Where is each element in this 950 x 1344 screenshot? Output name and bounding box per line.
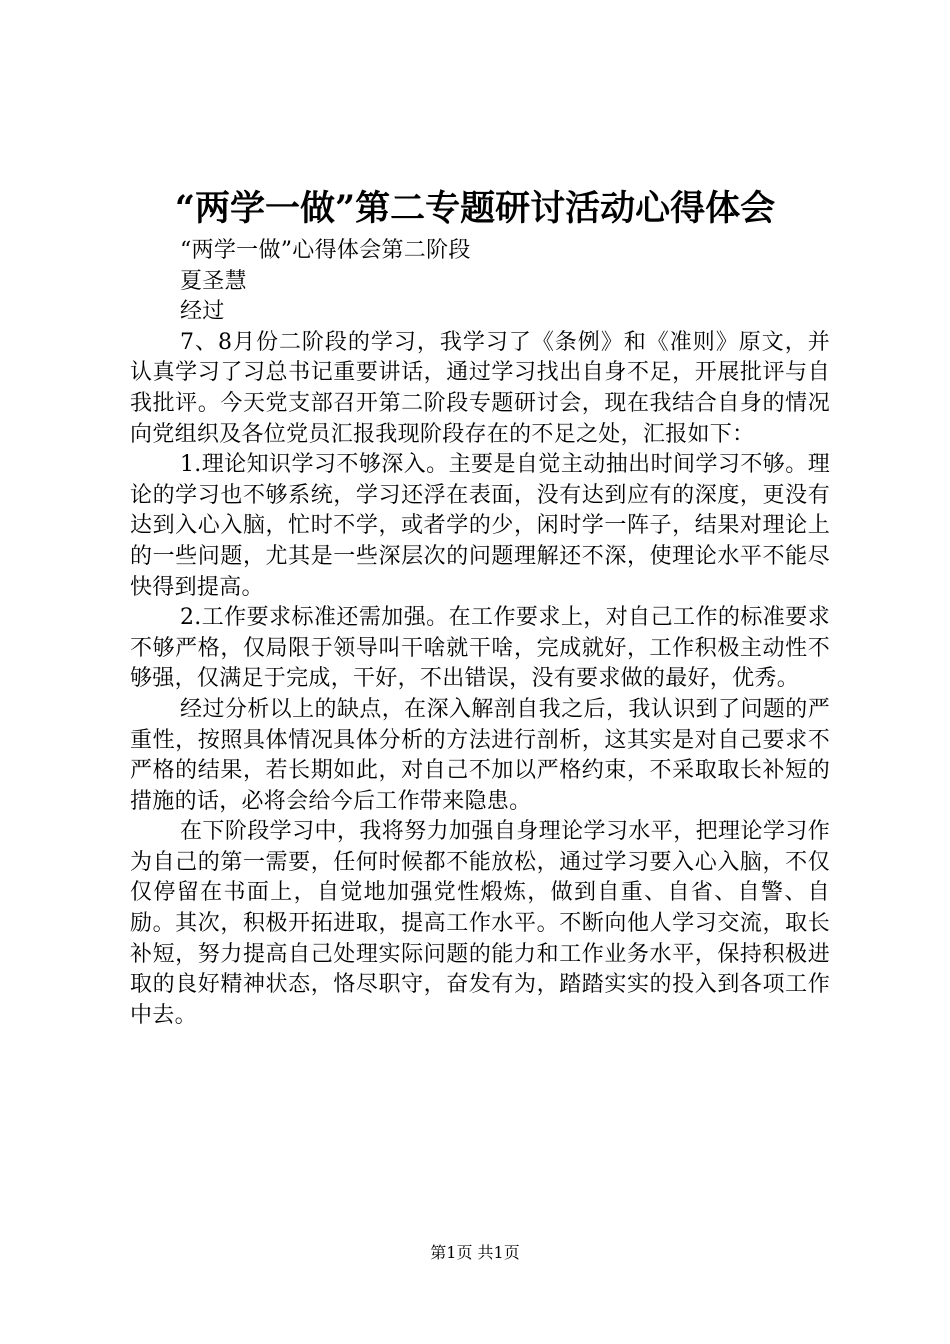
body-paragraph: 经过 (180, 299, 225, 325)
page-footer: 第1页 共1页 (430, 1243, 520, 1262)
body-paragraph: 2.工作要求标准还需加强。在工作要求上，对自己工作的标准要求不够严格，仅局限于领导叫干啥就干啥，完成就好，工作积极主动性不够强，仅满足于完成，干好，不出错误，没有要求做的最好，优秀。 (130, 605, 830, 692)
author-line: 夏圣慧 (180, 268, 247, 294)
body-paragraph: 经过分析以上的缺点，在深入解剖自我之后，我认识到了问题的严重性，按照具体情况具体分析的方法进行剖析，这其实是对自己要求不严格的结果，若长期如此，对自己不加以严格约束，不采取取长补短的措施的话，必将会给今后工作带来隐患。 (130, 696, 830, 814)
document-body (130, 236, 830, 1031)
body-paragraph: 7、8月份二阶段的学习，我学习了《条例》和《准则》原文，并认真学习了习总书记重要讲话，通过学习找出自身不足，开展批评与自我批评。今天党支部召开第二阶段专题研讨会，现在我结合自身的情况向党组织及各位党员汇报我现阶段存在的不足之处，汇报如下： (130, 329, 830, 447)
body-paragraph: 在下阶段学习中，我将努力加强自身理论学习水平，把理论学习作为自己的第一需要，任何时候都不能放松，通过学习要入心入脑，不仅仅停留在书面上，自觉地加强党性煅炼，做到自重、自省、自警、自励。其次，积极开拓进取，提高工作水平。不断向他人学习交流，取长补短，努力提高自己处理实际问题的能力和工作业务水平，保持积极进取的良好精神状态，恪尽职守，奋发有为，踏踏实实的投入到各项工作中去。 (130, 819, 830, 1028)
document-title: “两学一做”第二专题研讨活动心得体会 (174, 188, 776, 229)
subtitle-line: “两学一做”心得体会第二阶段 (180, 238, 471, 263)
body-paragraph: 1.理论知识学习不够深入。主要是自觉主动抽出时间学习不够。理论的学习也不够系统，学习还浮在表面，没有达到应有的深度，更没有达到入心入脑，忙时不学，或者学的少，闲时学一阵子，结果对理论上的一些问题，尤其是一些深层次的问题理解还不深，使理论水平不能尽快得到提高。 (130, 452, 830, 600)
